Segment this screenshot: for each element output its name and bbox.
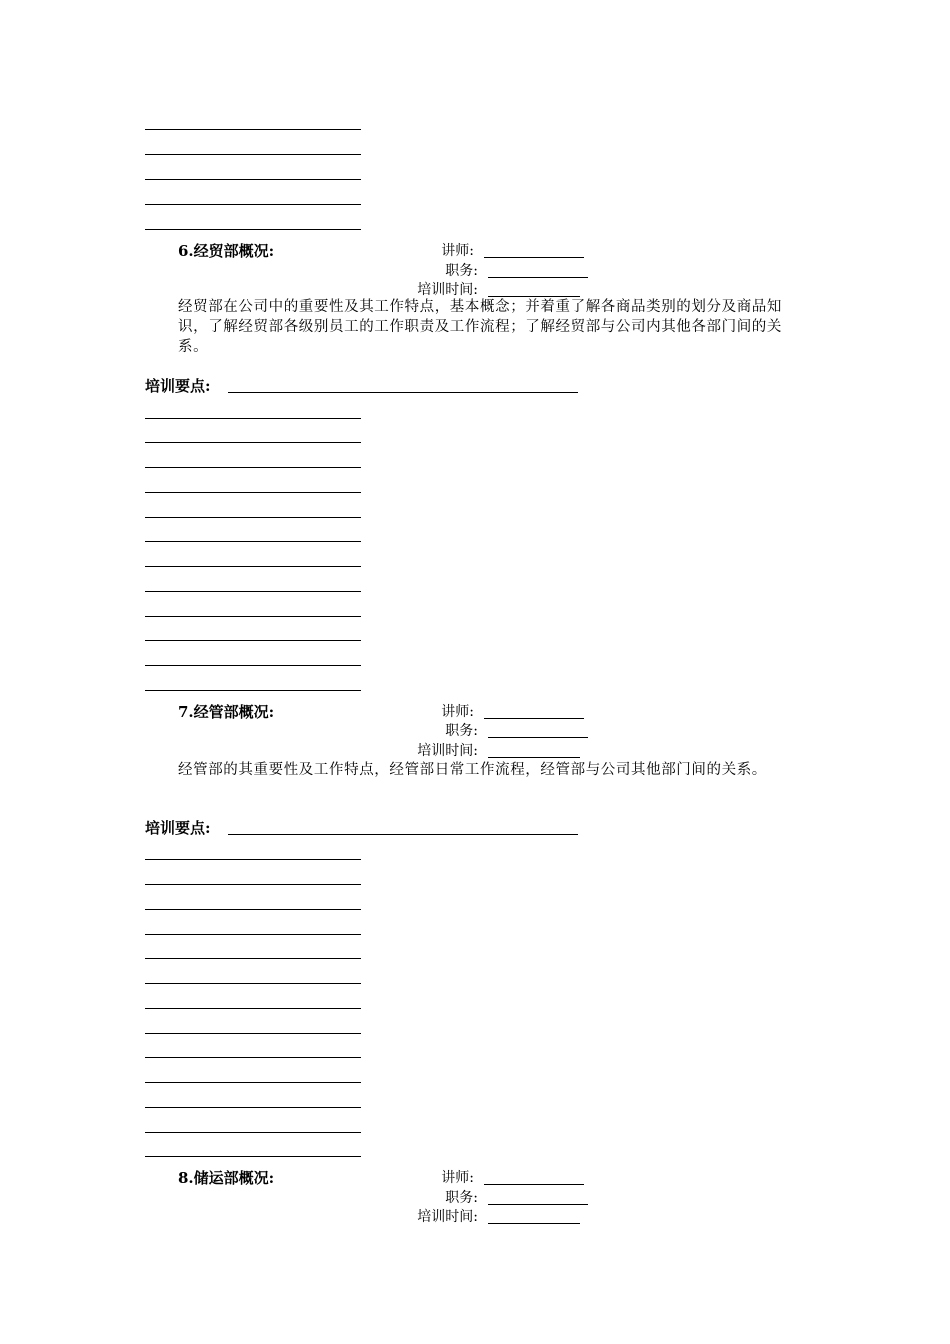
blank-line — [145, 467, 361, 468]
training-time-label: 培训时间: — [417, 1209, 478, 1225]
position-blank — [488, 1204, 588, 1205]
blank-line — [145, 179, 361, 180]
lecturer-label: 讲师: — [441, 704, 474, 720]
blank-line — [145, 1082, 361, 1083]
blank-line — [145, 591, 361, 592]
section-title: 6.经贸部概况: — [178, 242, 275, 260]
blank-line — [145, 541, 361, 542]
blank-line — [145, 690, 361, 691]
position-blank — [488, 737, 588, 738]
position-label: 职务: — [445, 263, 478, 279]
key-points-label: 培训要点: — [145, 377, 211, 395]
blank-line — [145, 229, 361, 230]
blank-line — [145, 909, 361, 910]
blank-line — [145, 517, 361, 518]
key-points-blank — [228, 392, 578, 393]
blank-line — [145, 129, 361, 130]
training-time-blank — [488, 757, 580, 758]
blank-line — [145, 1156, 361, 1157]
lecturer-label: 讲师: — [441, 243, 474, 259]
blank-line — [145, 566, 361, 567]
blank-line — [145, 1057, 361, 1058]
key-points-label: 培训要点: — [145, 819, 211, 837]
blank-line — [145, 983, 361, 984]
blank-line — [145, 154, 361, 155]
training-time-blank — [488, 1223, 580, 1224]
blank-line — [145, 616, 361, 617]
training-time-label: 培训时间: — [417, 282, 478, 298]
blank-line — [145, 492, 361, 493]
blank-line — [145, 1008, 361, 1009]
lecturer-label: 讲师: — [441, 1170, 474, 1186]
blank-line — [145, 884, 361, 885]
blank-line — [145, 665, 361, 666]
section-title: 8.储运部概况: — [178, 1169, 275, 1187]
training-time-label: 培训时间: — [417, 743, 478, 759]
blank-line — [145, 418, 361, 419]
blank-line — [145, 859, 361, 860]
blank-line — [145, 204, 361, 205]
blank-line — [145, 934, 361, 935]
section-description: 经管部的其重要性及工作特点，经管部日常工作流程，经管部与公司其他部门间的关系。 — [178, 762, 767, 778]
blank-line — [145, 1107, 361, 1108]
lecturer-blank — [484, 718, 584, 719]
blank-line — [145, 1132, 361, 1133]
section-title: 7.经管部概况: — [178, 703, 275, 721]
position-label: 职务: — [445, 1190, 478, 1206]
blank-line — [145, 640, 361, 641]
blank-line — [145, 442, 361, 443]
key-points-blank — [228, 834, 578, 835]
section-description: 经贸部在公司中的重要性及其工作特点，基本概念；并着重了解各商品类别的划分及商品知识，了解经贸部各级别员工的工作职责及工作流程；了解经贸部与公司内其他各部门间的关系。 — [178, 299, 782, 355]
blank-line — [145, 958, 361, 959]
lecturer-blank — [484, 257, 584, 258]
lecturer-blank — [484, 1184, 584, 1185]
blank-line — [145, 1033, 361, 1034]
position-blank — [488, 277, 588, 278]
position-label: 职务: — [445, 723, 478, 739]
